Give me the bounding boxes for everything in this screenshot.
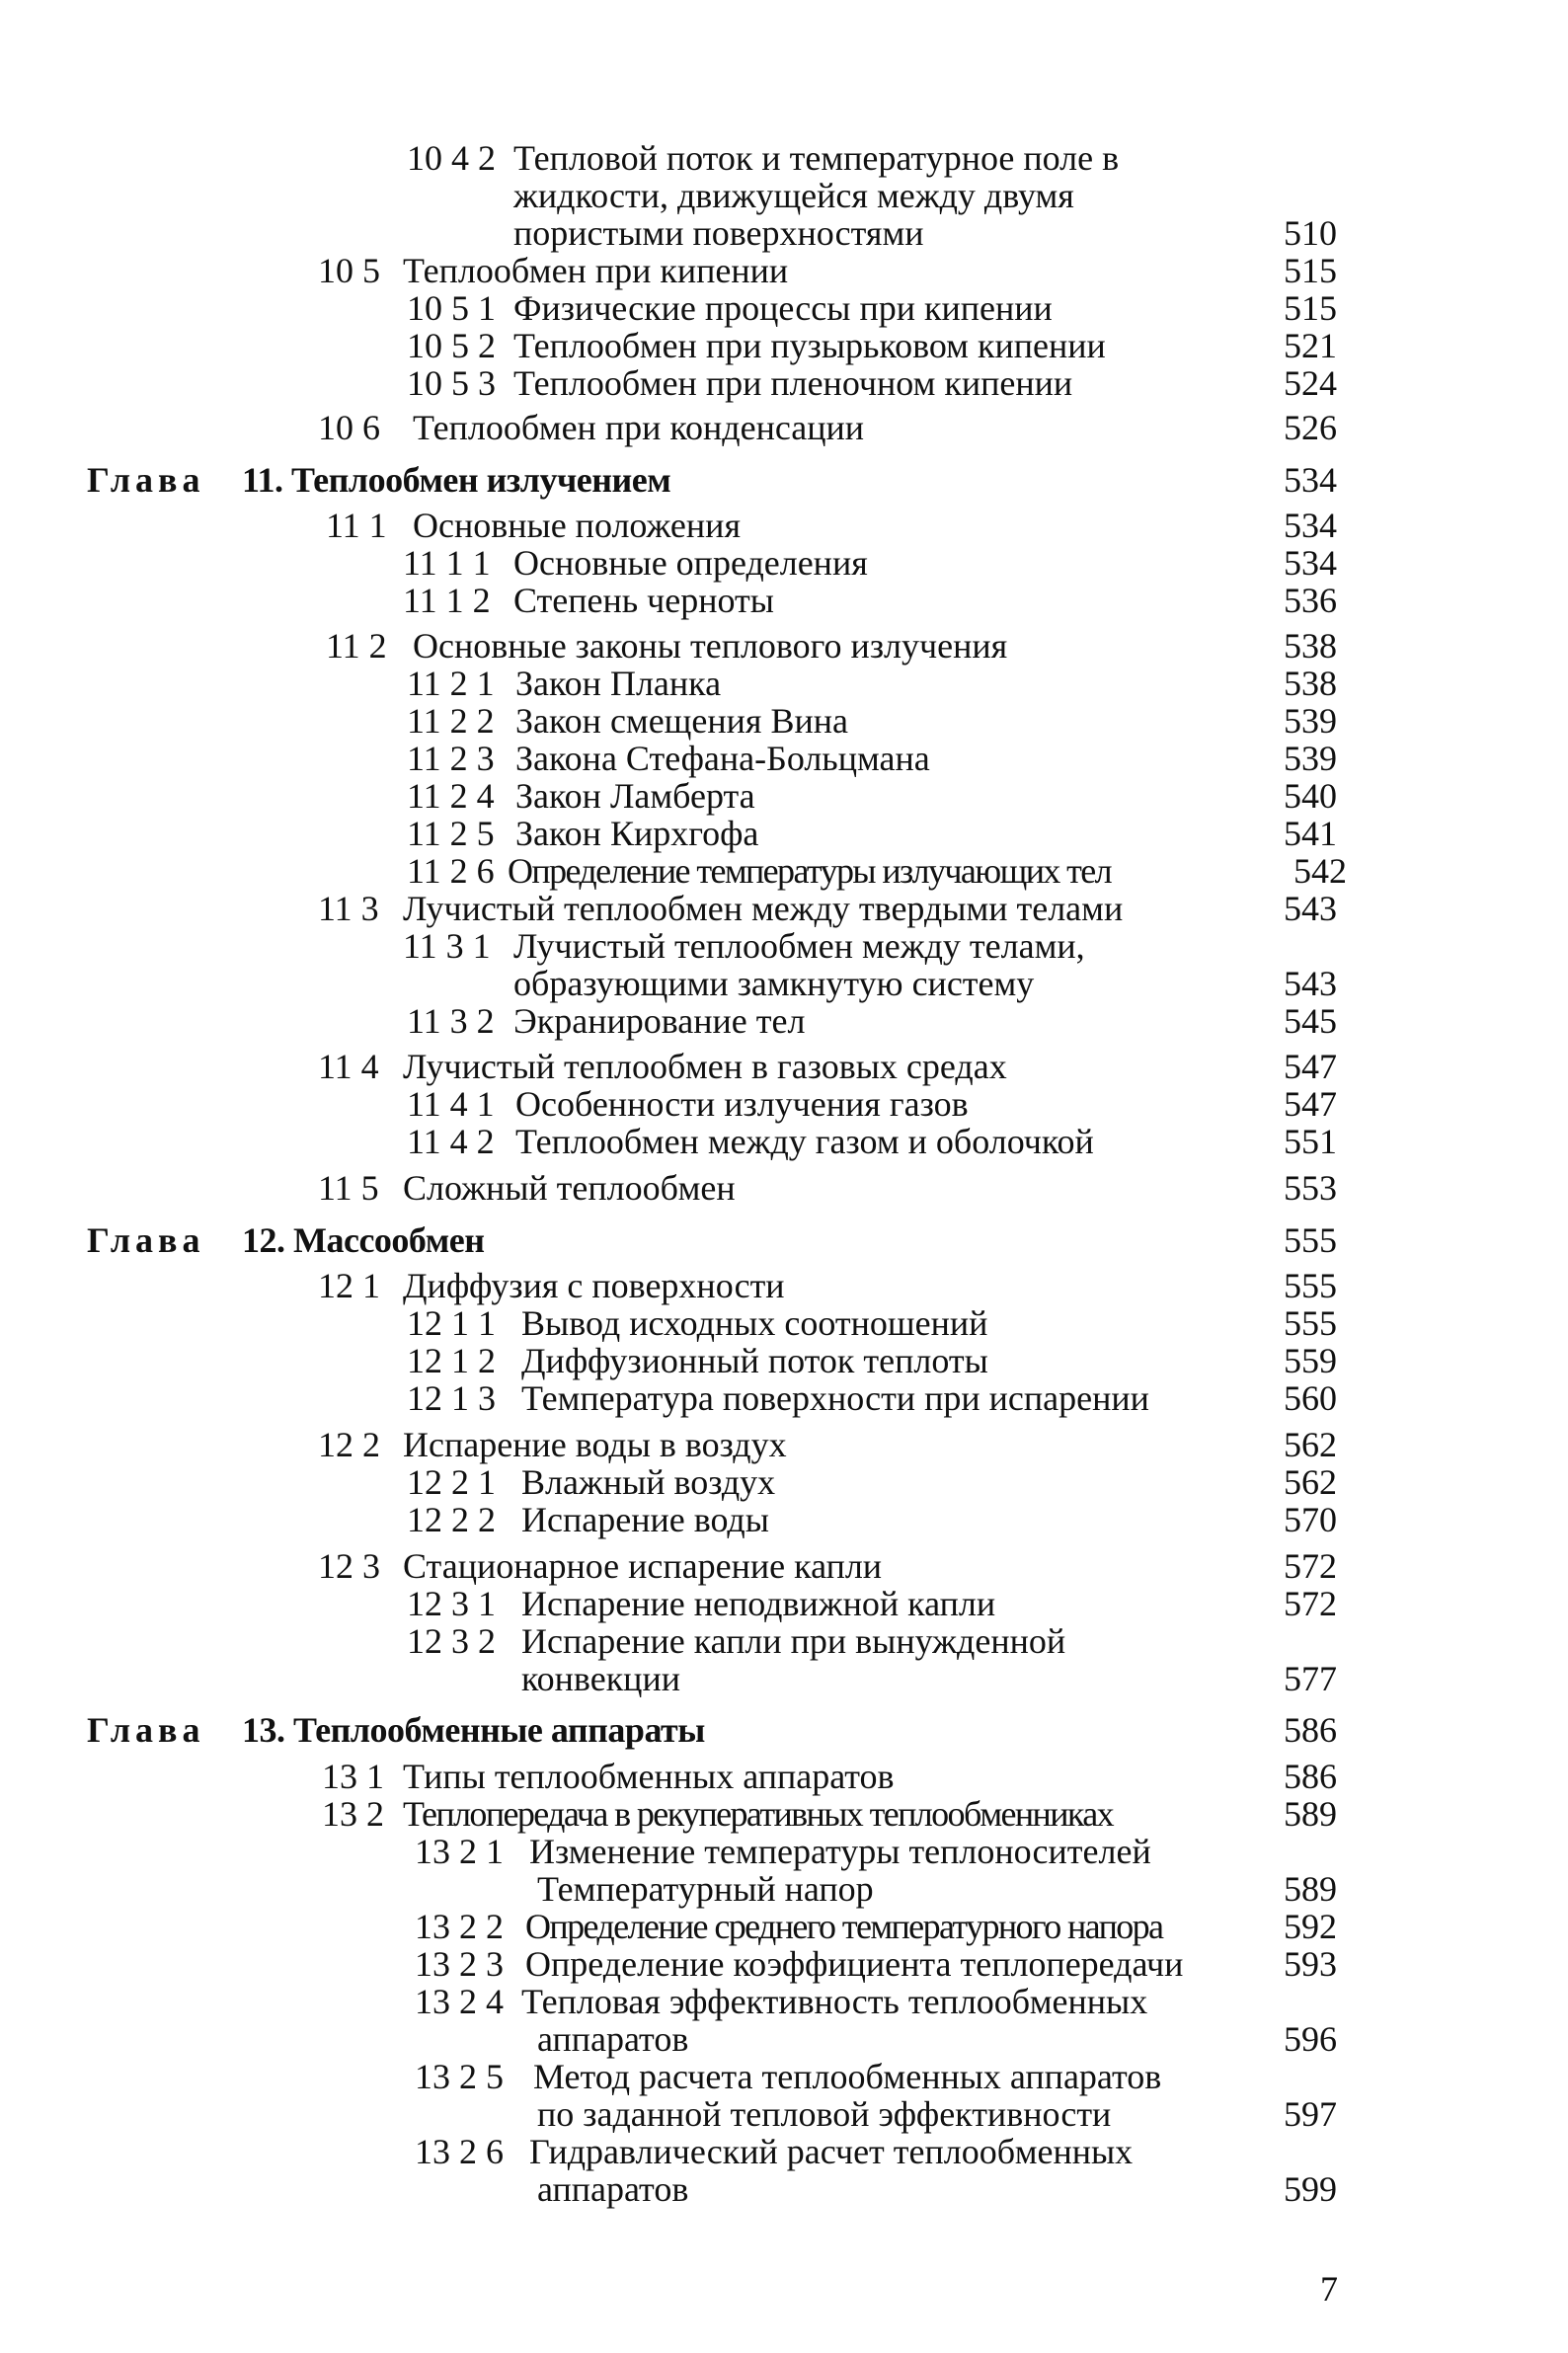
- entry-number: 13 2 3: [415, 1944, 504, 1984]
- chapter-title: 13. Теплообменные аппараты: [242, 1710, 705, 1750]
- entry-page: 562: [1284, 1425, 1337, 1464]
- entry-number: 11 1 1: [403, 543, 491, 583]
- entry-number: 11 3 2: [407, 1001, 495, 1041]
- entry-number: 10 4 2: [407, 138, 496, 178]
- entry-title: Вывод исходных соотношений: [521, 1303, 988, 1343]
- entry-page: 570: [1284, 1500, 1337, 1539]
- entry-title: Определение среднего температурного напора: [525, 1907, 1163, 1946]
- entry-page: 559: [1284, 1341, 1337, 1380]
- entry-page: 572: [1284, 1584, 1337, 1623]
- entry-page: 545: [1284, 1001, 1337, 1041]
- entry-page: 534: [1284, 506, 1337, 545]
- entry-number: 11 3: [318, 889, 379, 928]
- entry-title: Температура поверхности при испарении: [521, 1378, 1149, 1418]
- entry-number: 13 2 5: [415, 2057, 504, 2096]
- entry-number: 13 2 1: [415, 1832, 504, 1871]
- entry-title: Изменение температуры теплоносителей: [529, 1832, 1151, 1871]
- entry-title: Закон Ламберта: [515, 776, 755, 816]
- entry-page: 543: [1284, 889, 1337, 928]
- entry-page: 586: [1284, 1710, 1337, 1750]
- chapter-word: Глава: [87, 1710, 205, 1750]
- entry-title: Диффузионный поток теплоты: [521, 1341, 988, 1380]
- entry-number: 12 2: [318, 1425, 380, 1464]
- entry-title: Определение температуры излучающих тел: [508, 851, 1112, 891]
- entry-number: 10 5 2: [407, 326, 496, 365]
- entry-number: 11 2 6: [407, 851, 495, 891]
- entry-title: Основные законы теплового излучения: [413, 626, 1008, 666]
- entry-title: Теплообмен между газом и оболочкой: [515, 1122, 1094, 1161]
- entry-page: 555: [1284, 1266, 1337, 1305]
- entry-title: Лучистый теплообмен между телами,: [513, 926, 1085, 966]
- entry-title: Лучистый теплообмен в газовых средах: [403, 1047, 1007, 1086]
- entry-page: 542: [1294, 851, 1347, 891]
- entry-number: 13 1: [322, 1757, 384, 1796]
- entry-number: 12 3: [318, 1546, 380, 1586]
- entry-number: 12 1 3: [407, 1378, 496, 1418]
- entry-title: Теплообмен при пузырьковом кипении: [513, 326, 1106, 365]
- entry-title: Влажный воздух: [521, 1462, 776, 1502]
- entry-page: 593: [1284, 1944, 1337, 1984]
- chapter-word: Глава: [87, 1220, 205, 1260]
- entry-number: 11 4: [318, 1047, 379, 1086]
- entry-title: по заданной тепловой эффективности: [537, 2094, 1112, 2134]
- entry-title: жидкости, движущейся между двумя: [513, 176, 1074, 215]
- entry-title: Основные определения: [513, 543, 868, 583]
- entry-number: 11 3 1: [403, 926, 491, 966]
- entry-number: 13 2 6: [415, 2132, 504, 2171]
- entry-page: 572: [1284, 1546, 1337, 1586]
- entry-page: 539: [1284, 739, 1337, 778]
- entry-number: 10 5 1: [407, 288, 496, 328]
- entry-title: аппаратов: [537, 2169, 689, 2209]
- entry-number: 11 2 4: [407, 776, 495, 816]
- entry-title: образующими замкнутую систему: [513, 964, 1035, 1003]
- entry-title: Закон Кирхгофа: [515, 814, 759, 853]
- entry-page: 592: [1284, 1907, 1337, 1946]
- page-number: 7: [1320, 2269, 1338, 2309]
- entry-title: Метод расчета теплообменных аппаратов: [533, 2057, 1162, 2096]
- entry-number: 10 5: [318, 251, 380, 290]
- entry-page: 541: [1284, 814, 1337, 853]
- entry-page: 589: [1284, 1794, 1337, 1834]
- entry-title: пористыми поверхностями: [513, 213, 924, 253]
- entry-number: 13 2 4: [415, 1982, 504, 2021]
- entry-page: 553: [1284, 1168, 1337, 1208]
- entry-title: Испарение неподвижной капли: [521, 1584, 996, 1623]
- entry-number: 11 1: [326, 506, 387, 545]
- entry-title: Сложный теплообмен: [403, 1168, 736, 1208]
- entry-title: Стационарное испарение капли: [403, 1546, 883, 1586]
- entry-number: 11 4 2: [407, 1122, 495, 1161]
- entry-title: Физические процессы при кипении: [513, 288, 1053, 328]
- entry-title: Закон Планка: [515, 664, 722, 703]
- entry-number: 11 2 2: [407, 701, 495, 741]
- entry-page: 540: [1284, 776, 1337, 816]
- chapter-title: 12. Массообмен: [242, 1220, 485, 1260]
- entry-title: Типы теплообменных аппаратов: [403, 1757, 895, 1796]
- entry-page: 515: [1284, 288, 1337, 328]
- entry-title: Теплообмен при пленочном кипении: [513, 363, 1073, 403]
- entry-title: Закона Стефана-Больцмана: [515, 739, 930, 778]
- entry-number: 11 4 1: [407, 1084, 495, 1124]
- entry-number: 12 1 2: [407, 1341, 496, 1380]
- entry-page: 560: [1284, 1378, 1337, 1418]
- entry-title: Теплообмен при конденсации: [413, 408, 865, 447]
- entry-page: 538: [1284, 664, 1337, 703]
- entry-page: 551: [1284, 1122, 1337, 1161]
- entry-page: 524: [1284, 363, 1337, 403]
- entry-title: Испарение воды: [521, 1500, 769, 1539]
- entry-page: 515: [1284, 251, 1337, 290]
- entry-page: 534: [1284, 543, 1337, 583]
- entry-page: 589: [1284, 1869, 1337, 1909]
- entry-number: 12 1 1: [407, 1303, 496, 1343]
- entry-number: 10 6: [318, 408, 380, 447]
- entry-page: 586: [1284, 1757, 1337, 1796]
- entry-page: 538: [1284, 626, 1337, 666]
- entry-number: 11 2: [326, 626, 387, 666]
- entry-title: Тепловая эффективность теплообменных: [521, 1982, 1148, 2021]
- entry-title: Особенности излучения газов: [515, 1084, 969, 1124]
- entry-page: 555: [1284, 1220, 1337, 1260]
- entry-title: Тепловой поток и температурное поле в: [513, 138, 1120, 178]
- entry-number: 11 5: [318, 1168, 379, 1208]
- entry-title: Испарение капли при вынужденной: [521, 1621, 1066, 1661]
- entry-number: 11 2 1: [407, 664, 495, 703]
- entry-title: Теплообмен при кипении: [403, 251, 789, 290]
- entry-title: Испарение воды в воздух: [403, 1425, 787, 1464]
- entry-page: 536: [1284, 581, 1337, 620]
- chapter-title: 11. Теплообмен излучением: [242, 460, 671, 500]
- entry-number: 13 2: [322, 1794, 384, 1834]
- entry-page: 510: [1284, 213, 1337, 253]
- entry-title: конвекции: [521, 1659, 680, 1698]
- entry-title: Степень черноты: [513, 581, 774, 620]
- entry-number: 10 5 3: [407, 363, 496, 403]
- entry-title: Диффузия с поверхности: [403, 1266, 785, 1305]
- entry-title: аппаратов: [537, 2019, 689, 2059]
- entry-title: Закон смещения Вина: [515, 701, 848, 741]
- entry-page: 534: [1284, 460, 1337, 500]
- entry-number: 12 2 1: [407, 1462, 496, 1502]
- entry-page: 597: [1284, 2094, 1337, 2134]
- entry-number: 11 2 5: [407, 814, 495, 853]
- entry-number: 13 2 2: [415, 1907, 504, 1946]
- entry-page: 599: [1284, 2169, 1337, 2209]
- entry-title: Гидравлический расчет теплообменных: [529, 2132, 1134, 2171]
- entry-number: 11 1 2: [403, 581, 491, 620]
- entry-page: 596: [1284, 2019, 1337, 2059]
- entry-title: Основные положения: [413, 506, 741, 545]
- entry-title: Температурный напор: [537, 1869, 874, 1909]
- entry-title: Теплопередача в рекуперативных теплообменниках: [403, 1794, 1113, 1834]
- entry-page: 562: [1284, 1462, 1337, 1502]
- entry-number: 12 3 1: [407, 1584, 496, 1623]
- entry-number: 12 3 2: [407, 1621, 496, 1661]
- entry-page: 543: [1284, 964, 1337, 1003]
- entry-page: 539: [1284, 701, 1337, 741]
- entry-page: 577: [1284, 1659, 1337, 1698]
- entry-number: 12 1: [318, 1266, 380, 1305]
- entry-page: 547: [1284, 1047, 1337, 1086]
- entry-page: 547: [1284, 1084, 1337, 1124]
- entry-title: Экранирование тел: [513, 1001, 806, 1041]
- entry-page: 526: [1284, 408, 1337, 447]
- chapter-word: Глава: [87, 460, 205, 500]
- entry-page: 555: [1284, 1303, 1337, 1343]
- entry-title: Лучистый теплообмен между твердыми телами: [403, 889, 1124, 928]
- entry-page: 521: [1284, 326, 1337, 365]
- entry-number: 11 2 3: [407, 739, 495, 778]
- entry-title: Определение коэффициента теплопередачи: [525, 1944, 1184, 1984]
- entry-number: 12 2 2: [407, 1500, 496, 1539]
